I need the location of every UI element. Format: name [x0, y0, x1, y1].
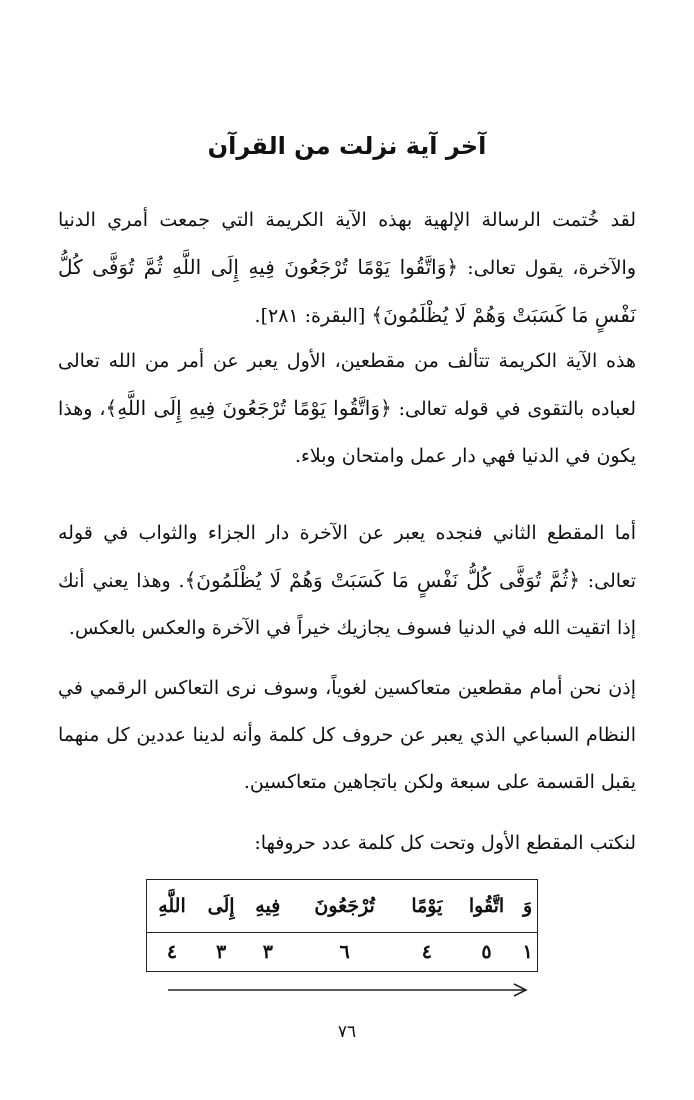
count-row: [147, 933, 538, 972]
word-cell: يَوْمًا: [399, 880, 455, 933]
count-cell: ٤: [399, 933, 455, 972]
paragraph-2-text-end: ، وهذا يكون في الدنيا فهي دار عمل وامتحان وبلاء.: [58, 398, 636, 467]
word-row: [147, 880, 538, 933]
count-cell: ٣: [245, 933, 290, 972]
count-cell: ٦: [290, 933, 399, 972]
count-cell: ٥: [455, 933, 518, 972]
page-title: آخر آية نزلت من القرآن: [207, 132, 487, 160]
paragraph-3-quote: ﴿ثُمَّ تُوَفَّى كُلُّ نَفْسٍ مَا كَسَبَتْ وَهُمْ لَا يُظْلَمُونَ﴾: [184, 568, 580, 592]
paragraph-3: [58, 510, 636, 652]
word-count-table: [146, 879, 538, 972]
word-cell: إِلَى: [197, 880, 245, 933]
paragraph-3-text-end: . وهذا يعني أنك إذا اتقيت الله في الدنيا فسوف يجازيك خيراً في الآخرة والعكس بالعكس.: [58, 570, 636, 639]
count-cell: ٣: [197, 933, 245, 972]
paragraph-2: [58, 338, 636, 480]
page-number: ٧٦: [337, 1022, 357, 1042]
word-cell: اللَّهِ: [147, 880, 197, 933]
count-cell: ٤: [147, 933, 197, 972]
paragraph-2-text-start: هذه الآية الكريمة تتألف من مقطعين، الأول يعبر عن أمر من الله تعالى لعباده بالتقوى في قوله تعالى:: [58, 350, 636, 420]
word-cell: فِيهِ: [245, 880, 290, 933]
paragraph-3-text-start: أما المقطع الثاني فنجده يعبر عن الآخرة دار الجزاء والثواب في قوله تعالى:: [58, 522, 636, 592]
direction-arrow-icon: [168, 982, 530, 998]
paragraph-1: [58, 197, 636, 340]
word-cell: اتَّقُوا: [455, 880, 518, 933]
paragraph-5: لنكتب المقطع الأول وتحت كل كلمة عدد حروفها:: [254, 832, 636, 854]
paragraph-4: إذن نحن أمام مقطعين متعاكسين لغوياً، وسوف نرى التعاكس الرقمي في النظام السباعي الذي يعبر عن حروف كل كلمة وأنه لدينا عددين كل منهما يقبل القسمة على سبعة ولكن باتجاهين متعاكسين.: [58, 677, 636, 793]
count-cell: ١: [518, 933, 537, 972]
paragraph-2-quote: ﴿وَاتَّقُوا يَوْمًا تُرْجَعُونَ فِيهِ إِلَى اللَّهِ﴾: [105, 396, 392, 420]
paragraph-1-reference: [البقرة: ٢٨١].: [254, 305, 372, 327]
word-cell: وَ: [518, 880, 537, 933]
word-cell: تُرْجَعُونَ: [290, 880, 399, 933]
paragraph-1-quote: ﴿وَاتَّقُوا يَوْمًا تُرْجَعُونَ فِيهِ إِلَى اللَّهِ ثُمَّ تُوَفَّى كُلُّ نَفْسٍ مَا كَسَبَتْ وَهُمْ لَا يُظْلَمُونَ﴾: [58, 255, 636, 327]
paragraph-1-text: لقد خُتمت الرسالة الإلهية بهذه الآية الكريمة التي جمعت أمري الدنيا والآخرة، يقول تعالى:: [58, 209, 636, 279]
